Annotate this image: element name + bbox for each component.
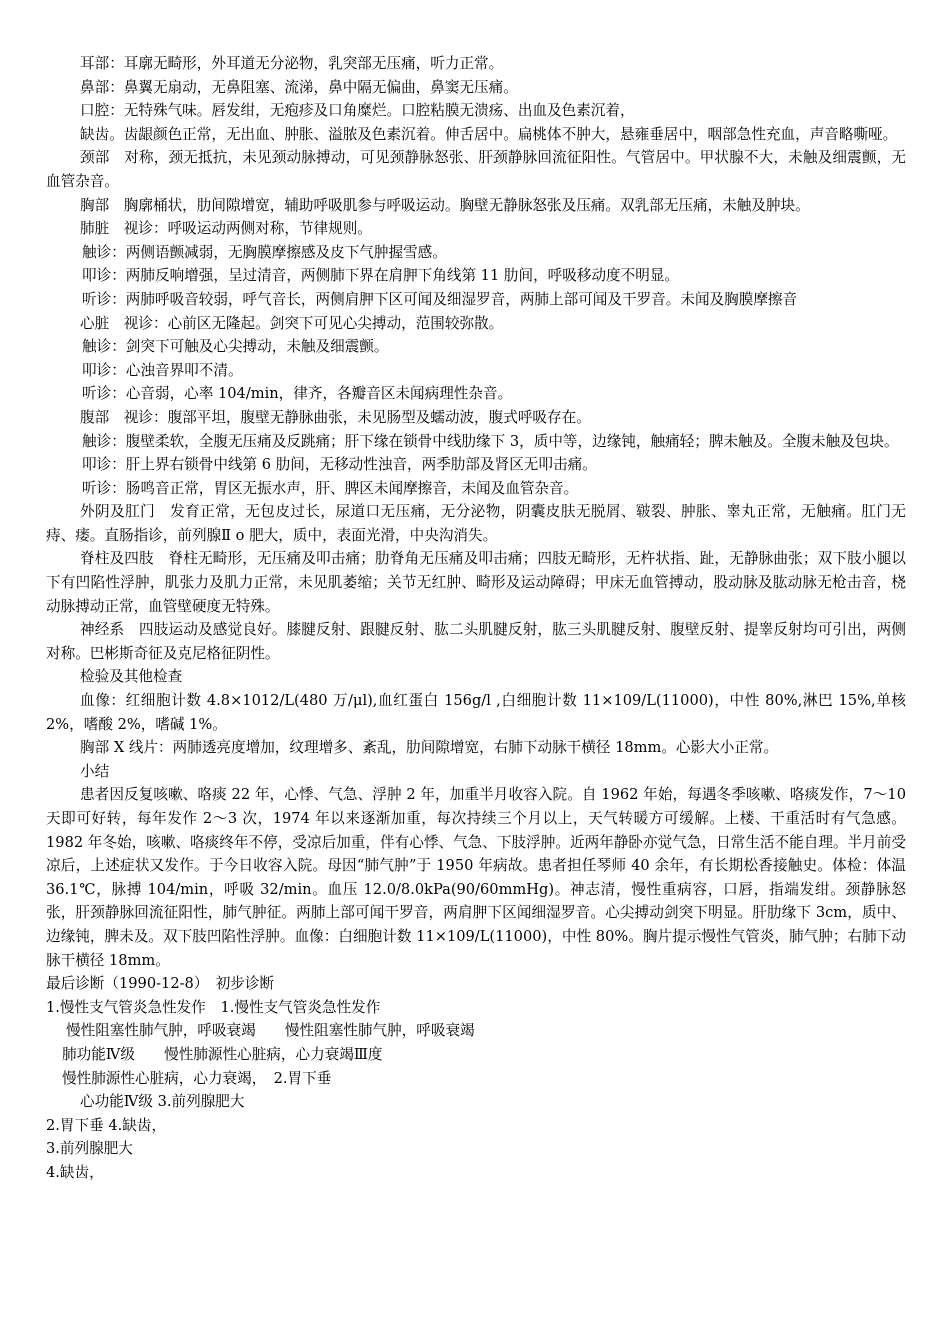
- spine-limbs-exam: 脊柱及四肢 脊柱无畸形，无压痛及叩击痛；肋脊角无压痛及叩击痛；四肢无畸形，无杵状指、趾，无静脉曲张；双下肢小腿以下有凹陷性浮肿，肌张力及肌力正常，未见肌萎缩；关节无红肿、畸形及运动障碍；甲床无血管搏动，股动脉及肱动脉无枪击音，桡动脉搏动正常，血管壁硬度无特殊。: [46, 550, 906, 615]
- diagnosis-line: 慢性阻塞性肺气肿，呼吸衰竭 慢性阻塞性肺气肿，呼吸衰竭: [66, 1022, 475, 1040]
- nervous-system-exam: 神经系 四肢运动及感觉良好。膝腱反射、跟腱反射、肱二头肌腱反射，肱三头肌腱反射、腹壁反射、提睾反射均可引出，两侧对称。巴彬斯奇征及克尼格征阴性。: [46, 621, 906, 662]
- summary-heading: 小结: [80, 762, 110, 780]
- diagnosis-line: 4.缺齿，: [46, 1163, 104, 1181]
- abdomen-palpation: 触诊：腹壁柔软，全腹无压痛及反跳痛；肝下缘在锁骨中线肋缘下 3，质中等，边缘钝，触痛轻；脾未触及。全腹未触及包块。: [82, 432, 899, 450]
- diagnosis-heading: 最后诊断（1990-12-8） 初步诊断: [46, 975, 275, 993]
- nose-exam: 鼻部：鼻翼无扇动，无鼻阻塞、流涕，鼻中隔无偏曲，鼻窦无压痛。: [80, 78, 518, 96]
- chest-xray: 胸部 X 线片：两肺透亮度增加，纹理增多、紊乱，肋间隙增宽，右肺下动脉干横径 18mm。心影大小正常。: [80, 739, 779, 757]
- blood-test: 血像：红细胞计数 4.8×1012/L(480 万/μl),血红蛋白 156g/l ,白细胞计数 11×109/L(11000)，中性 80%,淋巴 15%,单核 2%，嗜酸 2%，嗜碱 1%。: [46, 692, 906, 733]
- mouth-exam: 口腔：无特殊气味。唇发绀，无疱疹及口角糜烂。口腔粘膜无溃疡、出血及色素沉着，: [80, 102, 635, 120]
- diagnosis-line: 心功能Ⅳ级 3.前列腺肥大: [80, 1093, 245, 1111]
- neck-exam: 颈部 对称，颈无抵抗，未见颈动脉搏动，可见颈静脉怒张、肝颈静脉回流征阳性。气管居中。甲状腺不大，未触及细震颤，无血管杂音。: [46, 149, 906, 190]
- lung-percussion: 叩诊：两肺反响增强，呈过清音，两侧肺下界在肩胛下角线第 11 肋间，呼吸移动度不明显。: [82, 267, 680, 285]
- summary-text: 患者因反复咳嗽、咯痰 22 年，心悸、气急、浮肿 2 年，加重半月收容入院。自 1962 年始，每遇冬季咳嗽、咯痰发作，7～10 天即可好转，每年发作 2～3 次，1974 年以来逐渐加重，每次持续三个月以上，天气转暖方可缓解。上楼、干重活时有气急感。1982 年冬始，咳嗽、咯痰终年不停，受凉后加重，伴有心悸、气急、下肢浮肿。近两年静卧亦觉气急，日常生活不能自理。半月前受凉后，上述症状又发作。于今日收容入院。母因“肺气肿”于 1950 年病故。患者担任琴师 40 余年，有长期松香接触史。体检：体温 36.1℃，脉搏 104/min，呼吸 32/min。血压 12.0/8.0kPa(90/60mmHg)。神志清，慢性重病容，口唇，指端发绀。颈静脉怒张，肝颈静脉回流征阳性，肺气肿征。两肺上部可闻干罗音，两肩胛下区闻细湿罗音。心尖搏动剑突下明显。肝肋缘下 3cm，质中、边缘钝，脾未及。双下肢凹陷性浮肿。血像：白细胞计数 11×109/L(11000)，中性 80%。胸片提示慢性气管炎，肺气肿；右肺下动脉干横径 18mm。: [46, 786, 906, 969]
- diagnosis-line: 1.慢性支气管炎急性发作 1.慢性支气管炎急性发作: [46, 998, 381, 1016]
- abdomen-auscultation: 听诊：肠鸣音正常，胃区无振水声，肝、脾区未闻摩擦音，未闻及血管杂音。: [82, 479, 579, 497]
- lung-palpation: 触诊：两侧语颤减弱，无胸膜摩擦感及皮下气肿握雪感。: [82, 243, 447, 261]
- lung-auscultation: 听诊：两肺呼吸音较弱，呼气音长，两侧肩胛下区可闻及细湿罗音，两肺上部可闻及干罗音。未闻及胸膜摩擦音: [82, 290, 798, 308]
- chest-exam: 胸部 胸廓桶状，肋间隙增宽，辅助呼吸肌参与呼吸运动。胸壁无静脉怒张及压痛。双乳部无压痛，未触及肿块。: [80, 196, 810, 214]
- heart-auscultation: 听诊：心音弱，心率 104/min，律齐，各瓣音区未闻病理性杂音。: [82, 385, 513, 403]
- heart-percussion: 叩诊：心浊音界叩不清。: [82, 361, 243, 379]
- genital-anal-exam: 外阴及肛门 发育正常，无包皮过长，尿道口无压痛，无分泌物，阴囊皮肤无脱屑、皲裂、肿胀、睾丸正常，无触痛。肛门无痔、瘘。直肠指诊，前列腺Ⅱ o 肥大，质中，表面光滑，中央沟消失。: [46, 503, 906, 544]
- diagnosis-line: 肺功能Ⅳ级 慢性肺源性心脏病，心力衰竭Ⅲ度: [62, 1045, 383, 1063]
- heart-inspection: 心脏 视诊：心前区无隆起。剑突下可见心尖搏动，范围较弥散。: [80, 314, 504, 332]
- lung-inspection: 肺脏 视诊：呼吸运动两侧对称，节律规则。: [80, 220, 372, 238]
- abdomen-inspection: 腹部 视诊：腹部平坦，腹壁无静脉曲张，未见肠型及蠕动波，腹式呼吸存在。: [80, 408, 591, 426]
- diagnosis-line: 3.前列腺肥大: [46, 1140, 133, 1158]
- heart-palpation: 触诊：剑突下可触及心尖搏动，未触及细震颤。: [82, 338, 389, 356]
- teeth-throat-exam: 缺齿。齿龈颜色正常，无出血、肿胀、溢脓及色素沉着。伸舌居中。扁桃体不肿大，悬雍垂居中，咽部急性充血，声音略嘶哑。: [80, 125, 898, 143]
- diagnosis-line: 2.胃下垂 4.缺齿，: [46, 1116, 167, 1134]
- ear-exam: 耳部：耳廓无畸形，外耳道无分泌物，乳突部无压痛，听力正常。: [80, 55, 504, 72]
- lab-section-heading: 检验及其他检查: [80, 668, 183, 686]
- abdomen-percussion: 叩诊：肝上界右锁骨中线第 6 肋间，无移动性浊音，两季肋部及肾区无叩击痛。: [82, 456, 597, 474]
- diagnosis-line: 慢性肺源性心脏病，心力衰竭， 2.胃下垂: [62, 1069, 332, 1087]
